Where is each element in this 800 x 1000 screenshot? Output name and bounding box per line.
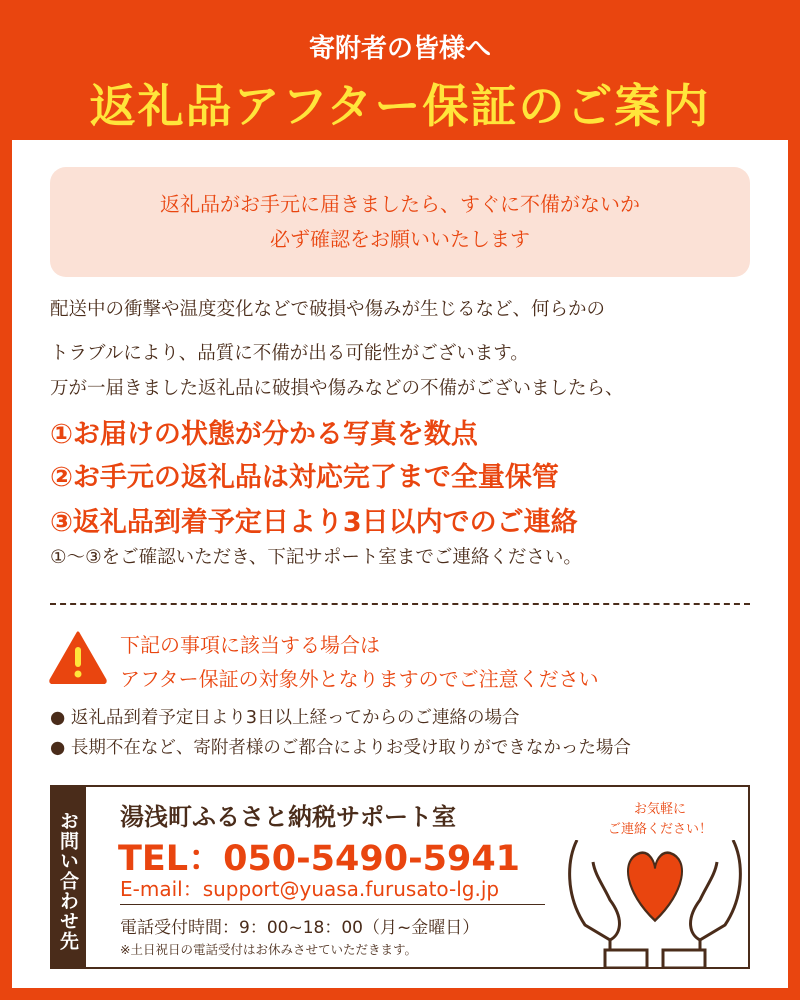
notice-line: 必ず確認をお願いいたします: [270, 227, 530, 251]
bubble-line: ご連絡ください！: [607, 822, 712, 837]
speech-text: [570, 800, 750, 840]
holiday-note: ※土日祝日の電話受付はお休みさせていただきます。: [120, 942, 417, 957]
phone-number[interactable]: TEL：050-5490-5941: [118, 839, 521, 879]
warning-line: アフター保証の対象外となりますのでご注意ください: [120, 667, 599, 691]
instruction-text: ①〜③をご確認いただき、下記サポート室までご連絡ください。: [50, 547, 582, 568]
email-link[interactable]: E-mail：support@yuasa.furusato-lg.jp: [120, 877, 500, 901]
header-greeting: 寄附者の皆様へ: [308, 34, 491, 64]
phone-hours: 電話受付時間：9：00~18：00（月~金曜日）: [120, 918, 480, 938]
divider: [50, 603, 750, 605]
bubble-line: お気軽に: [633, 802, 686, 817]
warning-line: 下記の事項に該当する場合は: [120, 633, 380, 657]
hands-heart-icon: [565, 840, 745, 968]
exclusion-text: 長期不在など、寄附者様のご都合によりお受け取りができなかった場合: [70, 738, 631, 758]
contact-divider: [120, 904, 545, 905]
notice-line: 返礼品がお手元に届きましたら、すぐに不備がないか: [160, 192, 640, 216]
page-title: 返礼品アフター保証のご案内: [89, 79, 711, 133]
warning-triangle-icon: [48, 630, 108, 684]
requirement-3: ③返礼品到着予定日より3日以内でのご連絡: [50, 507, 578, 538]
exclusion-text: 返礼品到着予定日より3日以上経ってからのご連絡の場合: [70, 708, 520, 728]
body-text: トラブルにより、品質に不備が出る可能性がございます。: [50, 343, 529, 364]
body-text: 万が一届きました返礼品に破損や傷みなどの不備がございましたら、: [50, 378, 624, 399]
office-name: 湯浅町ふるさと納税サポート室: [120, 803, 456, 831]
notice-box: [50, 167, 750, 277]
exclusion-item: ● 長期不在など、寄附者様のご都合によりお受け取りができなかった場合: [50, 738, 631, 758]
contact-label: お問い合わせ先: [50, 785, 86, 969]
body-text: 配送中の衝撃や温度変化などで破損や傷みが生じるなど、何らかの: [50, 299, 606, 320]
requirement-1: ①お届けの状態が分かる写真を数点: [50, 419, 478, 450]
requirement-2: ②お手元の返礼品は対応完了まで全量保管: [50, 462, 559, 493]
exclusion-item: ● 返礼品到着予定日より3日以上経ってからのご連絡の場合: [50, 708, 520, 728]
